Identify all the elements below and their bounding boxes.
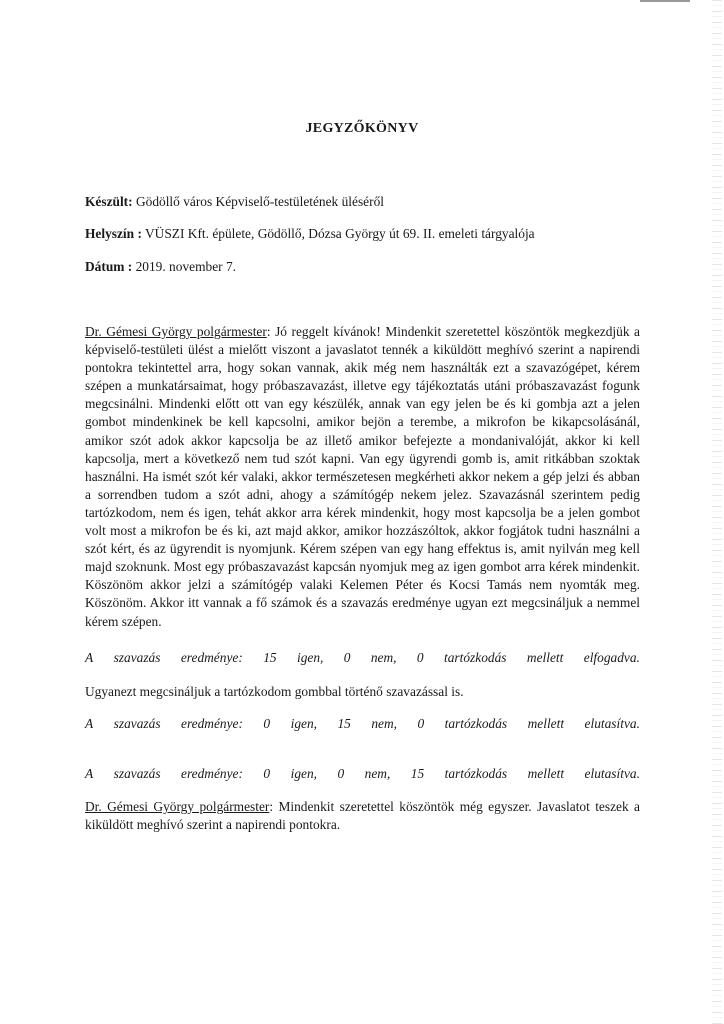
vote-result-2 [85, 716, 640, 732]
vote-word: tartózkodás [444, 716, 508, 731]
vote-word: szavazás [113, 766, 161, 781]
vote-word: 15 [263, 650, 277, 665]
scan-artifact-top [640, 0, 690, 2]
vote-word: mellett [526, 650, 564, 665]
vote-word: igen, [296, 650, 324, 665]
vote-result-1 [85, 650, 640, 666]
vote-word: 0 [263, 716, 271, 731]
vote-result-3 [85, 766, 640, 782]
vote-word: eredménye: [180, 650, 243, 665]
speech-text: : Jó reggelt kívánok! Mindenkit szeretettel köszöntök megkezdjük a képviselő-testületi ülést a mielőtt viszont a javaslatot tennék a kiküldött meghívó szerint a napirendi pontokra tekintettel arra, hogy sokan vannak, akik még nem használták ezt a szavazógépet, kérem szépen a munkatársaimat, hogy próbaszavazást, illetve egy tájékoztatás utáni próbaszavazást fogunk megcsinálni. Mindenki előtt ott van egy készülék, annak van egy jelen be és ki gombja azt a jelen gombot mindenkinek be kell kapcsolni, amikor bejön a terembe, a mikrofon be kikapcsolásánál, amikor szót adok akkor kapcsolja be az illető amikor befejezte a mondanivalóját, akkor ki kell kapcsolja, mert a következő nem tud szót kapni. Van egy ügyrendi gomb is, amit ritkábban szoktak használni. Ha ismét szót kér valaki, akkor természetesen megkérheti akkor nekem a gép jelzi és abban a sorrendben tudom a szót adni, ahogy a számítógép nekem jelez. Szavazásnál szerintem pedig tartózkodom, nem és igen, tehát akkor arra kérek mindenkit, hogy most kapcsolja be a jelen gombot volt most a mikrofon be és ki, azt majd akkor, amikor hozzászóltok, akkor fogjátok tudni használni a szót kért, és az ügyrendit is nyomjunk. Kérem szépen van egy hang effektus is, amit nyilván meg kell majd szoknunk. Most egy próbaszavazást kapcsán nyomjuk meg az igen gombot arra kérek mindenkit. Köszönöm akkor jelzi a számítógép valaki Kelemen Péter és Kocsi Tamás nem nyomták meg. Köszönöm. Akkor itt vannak a fő számok és a szavazás eredménye ugyan ezt megcsináljuk a nemmel kérem szépen. [85, 324, 640, 629]
meta-value: 2019. november 7. [132, 259, 236, 274]
vote-word: szavazás [113, 650, 161, 665]
meta-prepared [85, 194, 384, 210]
vote-word: eredménye: [181, 766, 243, 781]
interlude-text: Ugyanezt megcsináljuk a tartózkodom gombbal történő szavazással is. [85, 684, 464, 699]
vote-word: elfogadva. [583, 650, 640, 665]
document-title: JEGYZŐKÖNYV [305, 121, 419, 136]
vote-word: 0 [417, 716, 425, 731]
vote-word: eredménye: [181, 716, 243, 731]
speaker-name: Dr. Gémesi György polgármester [85, 799, 270, 814]
vote-word: A [85, 766, 94, 781]
vote-word: mellett [527, 766, 565, 781]
meta-label: Készült: [85, 194, 133, 209]
meta-value: Gödöllő város Képviselő-testületének üléséről [132, 194, 384, 209]
vote-word: szavazás [113, 716, 161, 731]
meta-date [85, 259, 236, 275]
meta-location [85, 226, 535, 242]
scan-artifact-edge [712, 0, 722, 1024]
speech-paragraph-2 [85, 798, 640, 834]
vote-word: nem, [364, 766, 391, 781]
vote-word: mellett [527, 716, 565, 731]
meta-label: Dátum : [85, 259, 133, 274]
vote-word: igen, [290, 716, 317, 731]
vote-word: elutasítva. [584, 716, 640, 731]
vote-word: elutasítva. [584, 766, 640, 781]
meta-label: Helyszín : [85, 226, 142, 241]
vote-word: nem, [371, 716, 397, 731]
vote-word: A [85, 650, 94, 665]
vote-word: 0 [416, 650, 424, 665]
vote-word: 15 [337, 716, 351, 731]
vote-word: tartózkodás [444, 650, 507, 665]
vote-word: A [85, 716, 94, 731]
vote-word: 15 [410, 766, 425, 781]
meta-value: VÜSZI Kft. épülete, Gödöllő, Dózsa György út 69. II. emeleti tárgyalója [141, 226, 535, 241]
vote-word: 0 [263, 766, 271, 781]
vote-word: 0 [337, 766, 345, 781]
vote-word: 0 [343, 650, 351, 665]
vote-word: tartózkodás [444, 766, 508, 781]
speech-text: : Mindenkit szeretettel köszöntök még egyszer. Javaslatot teszek a kiküldött meghívó szerint a napirendi pontokra. [85, 799, 640, 833]
speaker-name: Dr. Gémesi György polgármester [85, 324, 267, 339]
vote-word: igen, [290, 766, 317, 781]
vote-word: nem, [370, 650, 397, 665]
speech-paragraph-1 [85, 323, 640, 631]
